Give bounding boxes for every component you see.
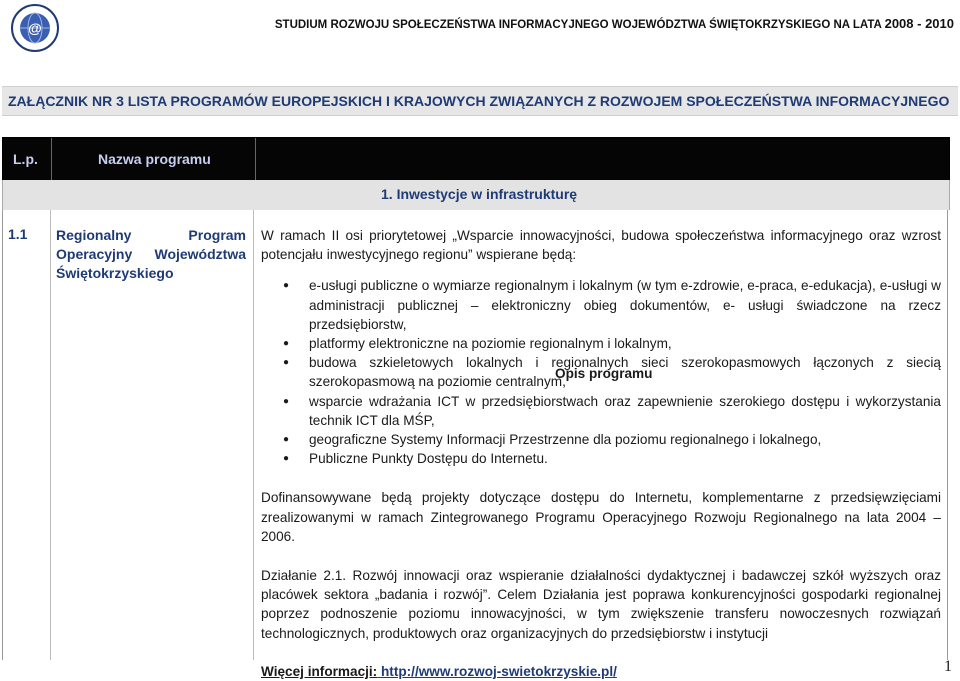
column-divider bbox=[50, 210, 51, 660]
program-name-line: Operacyjny Województwa bbox=[56, 246, 246, 262]
table-border-right bbox=[947, 210, 948, 660]
svg-text:@: @ bbox=[28, 20, 42, 36]
annex-title-bar bbox=[2, 86, 958, 116]
measure-paragraph: Działanie 2.1. Rozwój innowacji oraz wspieranie działalności dydaktycznej i badawczej szkół wyższych oraz placówek sektora „badania i rozwój”. Celem Działania jest poprawa konkurencyjności gospodarki regionalnej poprzez podnoszenie poziomu innowacyjności, w tym zwiększenie transferu nowoczesnych rozwiązań technologicznych, produktowych oraz organizacyjnych do przedsiębiorstw i instytucji bbox=[261, 568, 941, 641]
program-name-line: Regionalny Program bbox=[56, 227, 246, 243]
table-border-left bbox=[2, 210, 3, 660]
header-program-description: Opis programu bbox=[555, 366, 653, 381]
list-item: ● budowa szkieletowych lokalnych i regionalnych sieci szerokopasmowych łączonych z siecią szerokopasmową na poziomie centralnym, bbox=[261, 353, 941, 391]
header-divider bbox=[255, 138, 256, 180]
section-title: 1. Inwestycje w infrastrukturę bbox=[381, 186, 578, 202]
page-number: 1 bbox=[944, 658, 952, 675]
more-info-link[interactable]: http://www.rozwoj-swietokrzyskie.pl/ bbox=[377, 663, 617, 679]
study-header bbox=[275, 16, 954, 31]
header-program-name: Nazwa programu bbox=[98, 151, 211, 167]
intro-paragraph: W ramach II osi priorytetowej „Wsparcie innowacyjności, budowa społeczeństwa informacyjnego oraz wzrost potencjału inwestycyjnego regionu” wspierane będą: bbox=[261, 228, 941, 263]
study-header-years: 2008 - 2010 bbox=[884, 16, 954, 31]
header-divider bbox=[51, 138, 52, 180]
globe-logo-icon bbox=[8, 2, 62, 54]
column-divider bbox=[253, 210, 254, 660]
list-item: ● e-usługi publiczne o wymiarze regionalnym i lokalnym (w tym e-zdrowie, e-praca, e-edukacja), e-usługi w administracji publicznej – elektroniczny obieg dokumentów, e- usługi świadczone na rzecz przedsiębiorstw, bbox=[261, 276, 941, 334]
row-number: 1.1 bbox=[8, 226, 28, 242]
logo bbox=[8, 2, 62, 54]
more-info bbox=[261, 662, 941, 681]
study-header-text: STUDIUM ROZWOJU SPOŁECZEŃSTWA INFORMACYJNEGO WOJEWÓDZTWA ŚWIĘTOKRZYSKIEGO NA LATA bbox=[274, 19, 885, 31]
annex-title: ZAŁĄCZNIK NR 3 LISTA PROGRAMÓW EUROPEJSKICH I KRAJOWYCH ZWIĄZANYCH Z ROZWOJEM SPOŁECZEŃSTWA INFORMACYJNEGO bbox=[8, 93, 950, 109]
list-item: ● wsparcie wdrażania ICT w przedsiębiorstwach oraz zapewnienie szerokiego dostępu i wykorzystania technik ICT dla MŚP, bbox=[261, 392, 941, 430]
cofinancing-paragraph: Dofinansowywane będą projekty dotyczące dostępu do Internetu, komplementarne z przedsięwzięciami zrealizowanymi w ramach Zintegrowanego Programu Operacyjnego Rozwoju Regionalnego na lata 2004 – 2006. bbox=[261, 490, 941, 544]
bullet-list bbox=[261, 276, 941, 468]
list-item: ● geograficzne Systemy Informacji Przestrzenne dla poziomu regionalnego i lokalnego, bbox=[261, 430, 941, 449]
section-row bbox=[2, 180, 950, 210]
program-description bbox=[261, 226, 941, 681]
more-info-label: Więcej informacji: bbox=[261, 663, 378, 679]
header-lp: L.p. bbox=[13, 151, 38, 167]
program-name bbox=[56, 226, 246, 283]
program-name-line: Świętokrzyskiego bbox=[56, 265, 174, 281]
list-item: ● platformy elektroniczne na poziomie regionalnym i lokalnym, bbox=[261, 334, 941, 353]
list-item: ● Publiczne Punkty Dostępu do Internetu. bbox=[261, 449, 941, 468]
